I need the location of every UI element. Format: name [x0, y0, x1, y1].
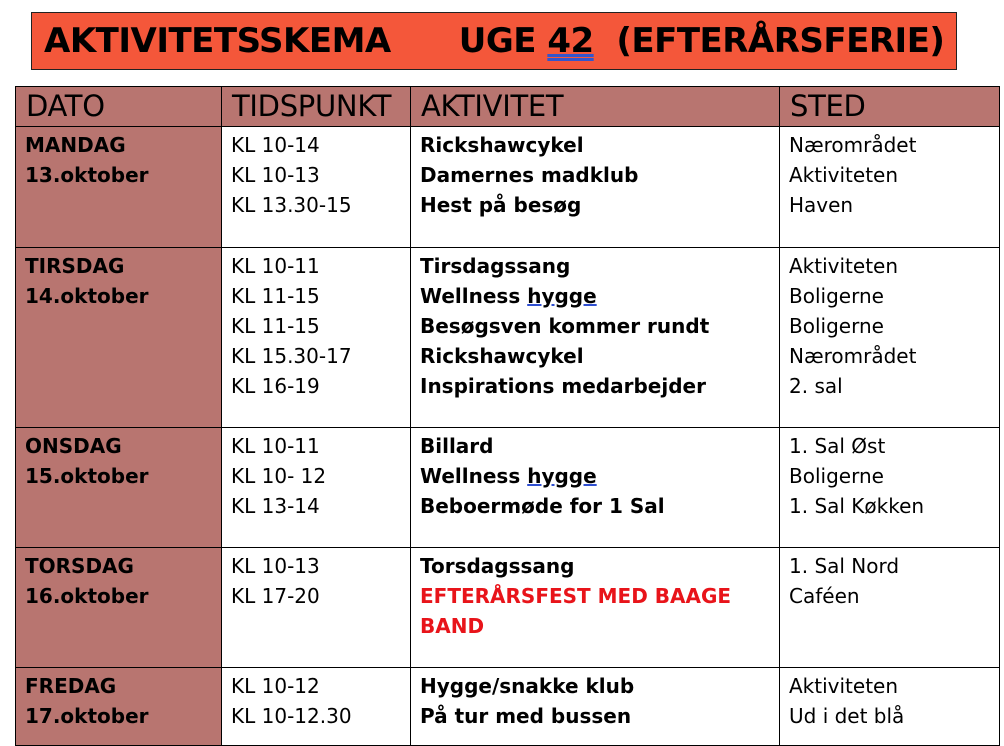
activity-cell: [411, 248, 780, 428]
activity-entry: Hest på besøg: [420, 193, 582, 217]
time-entry: KL 10- 12: [231, 464, 327, 488]
time-entry: KL 10-12.30: [231, 704, 352, 728]
day-cell: [16, 548, 222, 668]
place-cell: [780, 428, 1000, 548]
weekday-label: MANDAG: [25, 133, 126, 157]
activity-cell: [411, 428, 780, 548]
spellcheck-word: hygge: [527, 284, 597, 308]
place-cell: [780, 248, 1000, 428]
time-entry: KL 13.30-15: [231, 193, 352, 217]
date-label: 14.oktober: [25, 284, 149, 308]
place-entry: Aktiviteten: [789, 163, 899, 187]
activity-entry: Hygge/snakke klub: [420, 674, 635, 698]
time-cell: [222, 548, 411, 668]
weekday-label: TORSDAG: [25, 554, 134, 578]
activity-entry: Billard: [420, 434, 494, 458]
activity-entry: Rickshawcykel: [420, 133, 584, 157]
highlight-activity: EFTERÅRSFEST MED BAAGE BAND: [420, 584, 732, 638]
place-entry: Boligerne: [789, 314, 884, 338]
place-cell: [780, 548, 1000, 668]
place-entry: Nærområdet: [789, 133, 917, 157]
header-activity: AKTIVITET: [411, 87, 780, 127]
table-row-thursday: [16, 548, 1000, 668]
place-entry: Boligerne: [789, 464, 884, 488]
time-entry: KL 10-11: [231, 254, 320, 278]
activity-entry: Besøgsven kommer rundt: [420, 314, 710, 338]
place-entry: Boligerne: [789, 284, 884, 308]
place-entry: Haven: [789, 193, 854, 217]
activity-entry: Inspirations medarbejder: [420, 374, 706, 398]
place-entry: Ud i det blå: [789, 704, 905, 728]
activity-entry: Torsdagssang: [420, 554, 575, 578]
weekday-label: ONSDAG: [25, 434, 122, 458]
time-entry: KL 11-15: [231, 314, 320, 338]
day-cell: [16, 668, 222, 746]
day-cell: [16, 248, 222, 428]
place-entry: Aktiviteten: [789, 674, 899, 698]
activity-cell: [411, 668, 780, 746]
activity-cell: [411, 548, 780, 668]
time-cell: [222, 248, 411, 428]
activity-entry: Beboermøde for 1 Sal: [420, 494, 665, 518]
time-entry: KL 17-20: [231, 584, 320, 608]
table-row-monday: [16, 127, 1000, 248]
title-text: AKTIVITETSSKEMA UGE: [44, 21, 548, 61]
place-entry: Nærområdet: [789, 344, 917, 368]
table-row-tuesday: [16, 248, 1000, 428]
place-entry: 1. Sal Nord: [789, 554, 900, 578]
header-time: TIDSPUNKT: [222, 87, 411, 127]
date-label: 17.oktober: [25, 704, 149, 728]
time-entry: KL 10-13: [231, 554, 320, 578]
time-cell: [222, 668, 411, 746]
place-cell: [780, 127, 1000, 248]
time-entry: KL 10-11: [231, 434, 320, 458]
time-entry: KL 13-14: [231, 494, 320, 518]
place-entry: Caféen: [789, 584, 860, 608]
activity-entry: Rickshawcykel: [420, 344, 584, 368]
place-entry: 1. Sal Øst: [789, 434, 886, 458]
title-holiday: (EFTERÅRSFERIE): [593, 21, 945, 61]
week-number: 42: [547, 21, 594, 61]
time-cell: [222, 127, 411, 248]
place-entry: Aktiviteten: [789, 254, 899, 278]
time-entry: KL 10-13: [231, 163, 320, 187]
header-place: STED: [780, 87, 1000, 127]
weekday-label: FREDAG: [25, 674, 117, 698]
time-entry: KL 10-12: [231, 674, 320, 698]
header-row: [16, 87, 1000, 127]
page-title: [31, 12, 957, 70]
activity-entry: Damernes madklub: [420, 163, 639, 187]
activity-schedule-table: [15, 86, 1000, 746]
activity-cell: [411, 127, 780, 248]
time-entry: KL 16-19: [231, 374, 320, 398]
table-row-wednesday: [16, 428, 1000, 548]
table-row-friday: [16, 668, 1000, 746]
day-cell: [16, 428, 222, 548]
activity-entry: Tirsdagssang: [420, 254, 571, 278]
date-label: 13.oktober: [25, 163, 149, 187]
time-entry: KL 15.30-17: [231, 344, 352, 368]
place-cell: [780, 668, 1000, 746]
date-label: 15.oktober: [25, 464, 149, 488]
activity-entry: [420, 461, 771, 491]
activity-entry: På tur med bussen: [420, 704, 632, 728]
weekday-label: TIRSDAG: [25, 254, 125, 278]
time-entry: KL 11-15: [231, 284, 320, 308]
date-label: 16.oktober: [25, 584, 149, 608]
time-cell: [222, 428, 411, 548]
header-date: DATO: [16, 87, 222, 127]
day-cell: [16, 127, 222, 248]
activity-text: Wellness: [420, 284, 528, 308]
activity-entry: [420, 281, 771, 311]
activity-text: Wellness: [420, 464, 528, 488]
time-entry: KL 10-14: [231, 133, 320, 157]
spellcheck-word: hygge: [527, 464, 597, 488]
place-entry: 2. sal: [789, 374, 843, 398]
place-entry: 1. Sal Køkken: [789, 494, 925, 518]
